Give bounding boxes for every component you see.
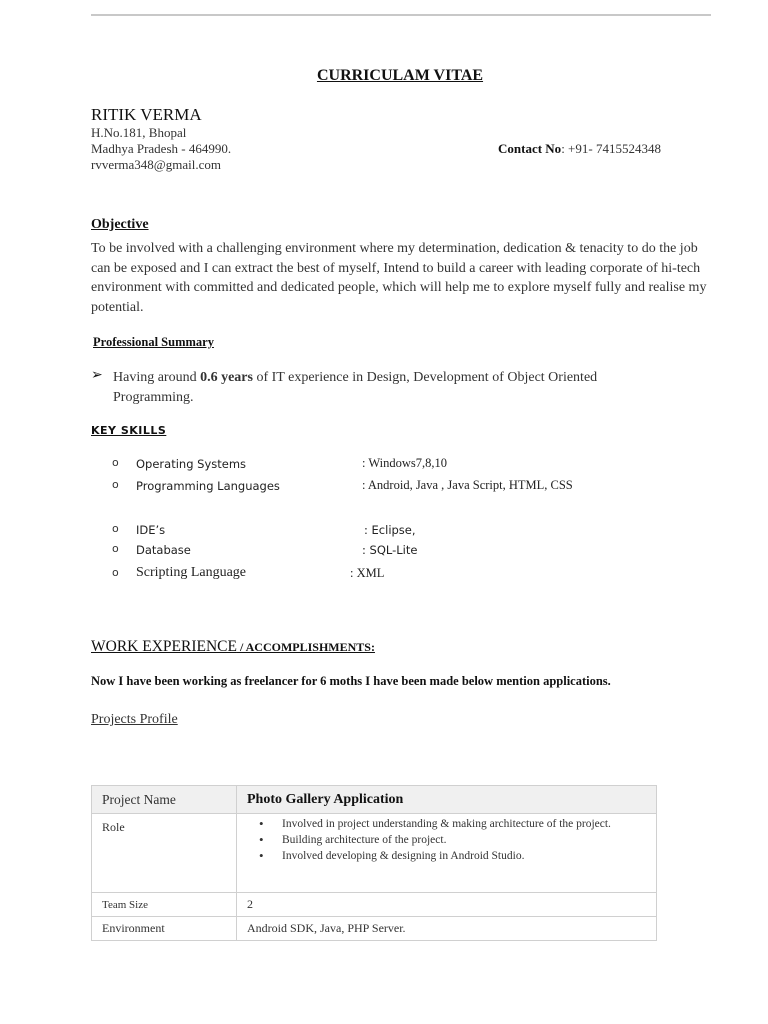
bullet-icon: • [259, 832, 264, 847]
bullet-icon: • [259, 816, 264, 831]
environment-value: Android SDK, Java, PHP Server. [237, 917, 657, 941]
contact-label: Contact No [498, 141, 562, 156]
project-name-value: Photo Gallery Application [237, 786, 657, 814]
key-skills-heading: KEY SKILLS [91, 424, 167, 437]
address-line-2: Madhya Pradesh - 464990. [91, 141, 232, 156]
candidate-name: RITIK VERMA [91, 105, 202, 124]
role-text: Involved developing & designing in Android Studio. [282, 850, 525, 862]
table-row [92, 917, 657, 941]
circle-bullet-icon: o [112, 542, 119, 555]
address-line-1: H.No.181, Bhopal [91, 125, 187, 140]
table-row [92, 893, 657, 917]
top-rule [91, 14, 711, 16]
skill-label: Programming Languages [136, 479, 280, 493]
summary-post: of IT experience in Design, Development of Object Oriented Programming. [113, 370, 598, 405]
arrow-bullet-icon: ➢ [91, 368, 103, 383]
objective-heading: Objective [91, 217, 149, 232]
contact-value: : +91- 7415524348 [561, 141, 661, 156]
summary-experience: 0.6 years [200, 370, 253, 385]
work-experience-sub: / ACCOMPLISHMENTS: [236, 640, 375, 654]
projects-profile-heading: Projects Profile [91, 712, 178, 727]
work-experience-text: Now I have been working as freelancer for 6 moths I have been made below mention applications. [91, 674, 611, 688]
role-list [237, 818, 656, 863]
skill-value: : Eclipse, [364, 523, 416, 537]
document-title: CURRICULAM VITAE [316, 67, 484, 84]
role-label: Role [92, 814, 237, 893]
role-text: Building architecture of the project. [282, 834, 447, 846]
skill-label: Operating Systems [136, 457, 247, 471]
skill-label: Scripting Language [136, 565, 247, 580]
team-size-value: 2 [237, 893, 657, 917]
environment-label: Environment [92, 917, 237, 941]
table-row [92, 786, 657, 814]
objective-text: To be involved with a challenging environment where my determination, dedication & tenacity to do the job can be exposed and I can extract the best of myself, Intend to build a career with leading corporate of hi-tech environment with committed and dedicated people, which will help me to explore myself fully and realise my potential. [91, 241, 707, 315]
professional-summary-heading: Professional Summary [93, 335, 214, 349]
circle-bullet-icon: o [112, 478, 119, 491]
skill-value: : Windows7,8,10 [362, 456, 448, 470]
contact-number [498, 141, 661, 157]
work-experience-heading [91, 638, 375, 656]
list-item [237, 850, 656, 863]
circle-bullet-icon: o [112, 456, 119, 469]
professional-summary-text [113, 368, 673, 407]
project-name-label: Project Name [92, 786, 237, 814]
circle-bullet-icon: o [112, 522, 119, 535]
email-address: rvverma348@gmail.com [91, 157, 222, 172]
work-experience-main: WORK EXPERIENCE [91, 638, 237, 655]
skill-value: : XML [350, 566, 385, 580]
summary-pre: Having around [113, 370, 201, 385]
skill-value: : SQL-Lite [362, 543, 418, 557]
list-item [237, 818, 656, 831]
bullet-icon: • [259, 848, 264, 863]
skill-label: IDE’s [136, 523, 166, 537]
team-size-label: Team Size [92, 893, 237, 917]
circle-bullet-icon: o [112, 566, 119, 579]
list-item [237, 834, 656, 847]
skill-label: Database [136, 543, 191, 557]
role-list-cell [237, 814, 657, 893]
table-row [92, 814, 657, 893]
skill-value: : Android, Java , Java Script, HTML, CSS [362, 478, 573, 492]
role-text: Involved in project understanding & making architecture of the project. [282, 818, 611, 830]
project-table [91, 785, 657, 941]
